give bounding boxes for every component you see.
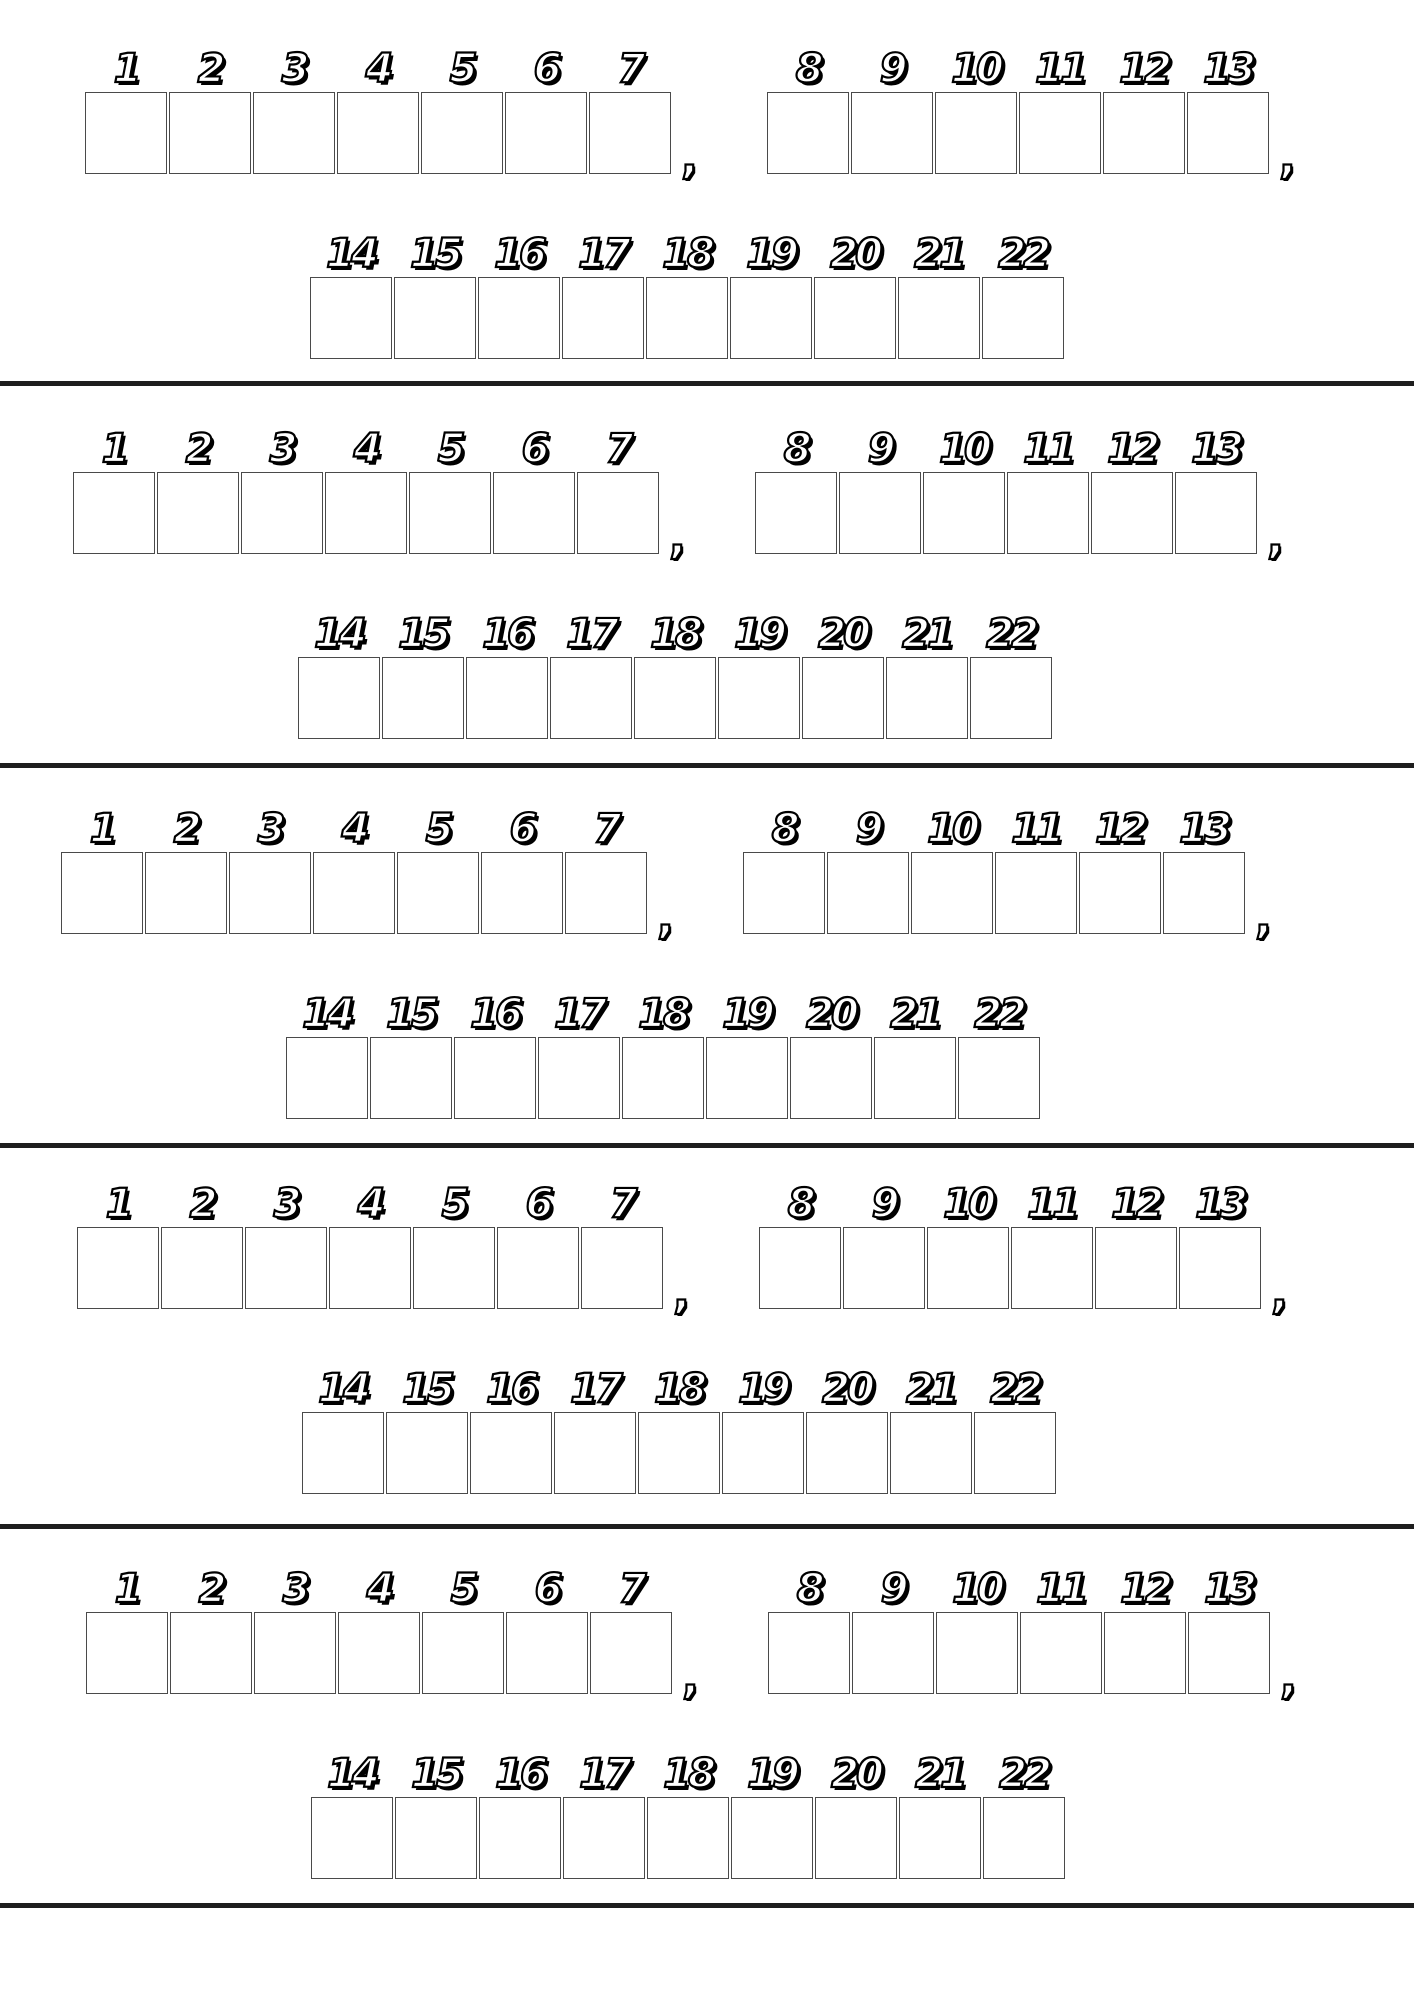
position-number: 8 (783, 426, 809, 472)
answer-box[interactable] (329, 1227, 411, 1309)
position-number: 9 (855, 806, 881, 852)
answer-box[interactable] (843, 1227, 925, 1309)
answer-boxes (73, 472, 661, 554)
answer-box[interactable] (622, 1037, 704, 1119)
digit-group-third (286, 985, 1042, 1125)
answer-box[interactable] (886, 657, 968, 739)
position-number: 12 (1120, 1566, 1170, 1612)
answer-box[interactable] (506, 1612, 588, 1694)
answer-box[interactable] (722, 1412, 804, 1494)
answer-box[interactable] (581, 1227, 663, 1309)
divider-line (0, 763, 1414, 768)
position-number: 6 (509, 806, 535, 852)
answer-strip (0, 420, 1414, 720)
position-number: 4 (365, 46, 391, 92)
answer-box[interactable] (634, 657, 716, 739)
answer-box[interactable] (397, 852, 479, 934)
position-number: 20 (818, 611, 868, 657)
position-number: 8 (787, 1181, 813, 1227)
position-number: 4 (353, 426, 379, 472)
answer-box[interactable] (470, 1412, 552, 1494)
answer-box[interactable] (161, 1227, 243, 1309)
answer-box[interactable] (86, 1612, 168, 1694)
position-number: 11 (1035, 46, 1085, 92)
position-labels (286, 985, 1042, 1045)
position-number: 19 (738, 1366, 788, 1412)
position-number: 18 (662, 231, 712, 277)
answer-box[interactable] (338, 1612, 420, 1694)
answer-box[interactable] (562, 277, 644, 359)
position-number: 20 (806, 991, 856, 1037)
answer-box[interactable] (337, 92, 419, 174)
answer-box[interactable] (768, 1612, 850, 1694)
answer-box[interactable] (1095, 1227, 1177, 1309)
position-number: 2 (198, 1566, 224, 1612)
position-number: 14 (314, 611, 364, 657)
position-labels (768, 1560, 1272, 1620)
position-number: 14 (327, 1751, 377, 1797)
position-labels (311, 1745, 1067, 1805)
position-number: 19 (734, 611, 784, 657)
position-number: 20 (831, 1751, 881, 1797)
answer-boxes (298, 657, 1054, 739)
answer-box[interactable] (77, 1227, 159, 1309)
answer-box[interactable] (170, 1612, 252, 1694)
digit-group-second (768, 1560, 1297, 1704)
answer-box[interactable] (286, 1037, 368, 1119)
answer-box[interactable] (313, 852, 395, 934)
position-number: 4 (366, 1566, 392, 1612)
position-number: 16 (494, 231, 544, 277)
position-number: 21 (915, 1751, 965, 1797)
separator-comma: , (681, 133, 698, 184)
answer-box[interactable] (590, 1612, 672, 1694)
position-number: 16 (495, 1751, 545, 1797)
answer-box[interactable] (1011, 1227, 1093, 1309)
position-labels (302, 1360, 1058, 1420)
answer-box[interactable] (1020, 1612, 1102, 1694)
digit-group-third (310, 225, 1066, 365)
position-number: 21 (902, 611, 952, 657)
answer-box[interactable] (706, 1037, 788, 1119)
digit-group-second (755, 420, 1284, 564)
digit-group-first (73, 420, 686, 564)
answer-box[interactable] (481, 852, 563, 934)
divider-line (0, 381, 1414, 386)
position-number: 3 (281, 46, 307, 92)
answer-box[interactable] (958, 1037, 1040, 1119)
answer-boxes (759, 1227, 1263, 1309)
position-number: 5 (437, 426, 463, 472)
divider-line (0, 1524, 1414, 1529)
position-number: 3 (257, 806, 283, 852)
position-number: 11 (1023, 426, 1073, 472)
answer-box[interactable] (1188, 1612, 1270, 1694)
position-number: 10 (927, 806, 977, 852)
position-number: 10 (951, 46, 1001, 92)
position-number: 5 (425, 806, 451, 852)
position-number: 18 (638, 991, 688, 1037)
position-number: 2 (185, 426, 211, 472)
answer-box[interactable] (302, 1412, 384, 1494)
answer-box[interactable] (899, 1797, 981, 1879)
answer-box[interactable] (538, 1037, 620, 1119)
answer-box[interactable] (927, 1227, 1009, 1309)
digit-group-first (86, 1560, 699, 1704)
position-number: 14 (318, 1366, 368, 1412)
position-number: 13 (1204, 1566, 1254, 1612)
answer-box[interactable] (802, 657, 884, 739)
answer-box[interactable] (245, 1227, 327, 1309)
position-number: 1 (105, 1181, 131, 1227)
divider-line (0, 1143, 1414, 1148)
position-number: 13 (1191, 426, 1241, 472)
position-labels (85, 40, 673, 100)
answer-box[interactable] (1175, 472, 1257, 554)
position-number: 7 (618, 1566, 644, 1612)
position-number: 18 (650, 611, 700, 657)
answer-box[interactable] (311, 1797, 393, 1879)
position-number: 12 (1095, 806, 1145, 852)
position-number: 3 (269, 426, 295, 472)
answer-box[interactable] (454, 1037, 536, 1119)
position-number: 2 (197, 46, 223, 92)
position-number: 8 (771, 806, 797, 852)
answer-box[interactable] (577, 472, 659, 554)
answer-box[interactable] (1187, 92, 1269, 174)
answer-box[interactable] (731, 1797, 813, 1879)
answer-box[interactable] (145, 852, 227, 934)
position-number: 17 (579, 1751, 629, 1797)
position-number: 12 (1111, 1181, 1161, 1227)
position-number: 21 (906, 1366, 956, 1412)
position-number: 5 (450, 1566, 476, 1612)
answer-boxes (77, 1227, 665, 1309)
position-number: 8 (796, 1566, 822, 1612)
answer-box[interactable] (790, 1037, 872, 1119)
answer-box[interactable] (254, 1612, 336, 1694)
position-number: 13 (1195, 1181, 1245, 1227)
position-number: 22 (990, 1366, 1040, 1412)
position-number: 9 (879, 46, 905, 92)
position-number: 5 (441, 1181, 467, 1227)
answer-box[interactable] (755, 472, 837, 554)
position-number: 7 (617, 46, 643, 92)
separator-comma: , (1279, 133, 1296, 184)
answer-boxes (755, 472, 1259, 554)
answer-boxes (61, 852, 649, 934)
answer-boxes (302, 1412, 1058, 1494)
position-number: 7 (609, 1181, 635, 1227)
position-labels (310, 225, 1066, 285)
answer-box[interactable] (718, 657, 800, 739)
answer-box[interactable] (638, 1412, 720, 1494)
position-number: 12 (1107, 426, 1157, 472)
position-labels (759, 1175, 1263, 1235)
answer-box[interactable] (815, 1797, 897, 1879)
answer-box[interactable] (647, 1797, 729, 1879)
position-number: 11 (1036, 1566, 1086, 1612)
digit-group-third (298, 605, 1054, 745)
digit-group-second (767, 40, 1296, 184)
separator-comma: , (1280, 1653, 1297, 1704)
position-number: 15 (386, 991, 436, 1037)
answer-box[interactable] (565, 852, 647, 934)
answer-box[interactable] (839, 472, 921, 554)
position-number: 6 (525, 1181, 551, 1227)
position-number: 1 (114, 1566, 140, 1612)
position-number: 16 (482, 611, 532, 657)
answer-boxes (768, 1612, 1272, 1694)
position-number: 22 (999, 1751, 1049, 1797)
position-number: 2 (173, 806, 199, 852)
position-number: 14 (302, 991, 352, 1037)
position-number: 6 (534, 1566, 560, 1612)
answer-box[interactable] (229, 852, 311, 934)
answer-box[interactable] (995, 852, 1077, 934)
answer-boxes (743, 852, 1247, 934)
position-number: 16 (486, 1366, 536, 1412)
separator-comma: , (1267, 513, 1284, 564)
answer-box[interactable] (422, 1612, 504, 1694)
separator-comma: , (1271, 1268, 1288, 1319)
answer-box[interactable] (563, 1797, 645, 1879)
separator-comma: , (657, 893, 674, 944)
position-number: 15 (398, 611, 448, 657)
answer-strip (0, 1560, 1414, 1860)
position-number: 19 (722, 991, 772, 1037)
separator-comma: , (673, 1268, 690, 1319)
answer-box[interactable] (1179, 1227, 1261, 1309)
answer-box[interactable] (890, 1412, 972, 1494)
digit-group-second (743, 800, 1272, 944)
answer-box[interactable] (827, 852, 909, 934)
answer-box[interactable] (974, 1412, 1056, 1494)
position-number: 7 (593, 806, 619, 852)
position-number: 9 (871, 1181, 897, 1227)
position-number: 21 (890, 991, 940, 1037)
position-number: 3 (282, 1566, 308, 1612)
digit-group-first (77, 1175, 690, 1319)
position-number: 15 (411, 1751, 461, 1797)
digit-group-second (759, 1175, 1288, 1319)
answer-box[interactable] (61, 852, 143, 934)
position-number: 4 (357, 1181, 383, 1227)
answer-box[interactable] (497, 1227, 579, 1309)
digit-group-third (302, 1360, 1058, 1500)
position-number: 20 (822, 1366, 872, 1412)
answer-boxes (286, 1037, 1042, 1119)
answer-box[interactable] (767, 92, 849, 174)
answer-box[interactable] (370, 1037, 452, 1119)
answer-box[interactable] (743, 852, 825, 934)
position-labels (767, 40, 1271, 100)
position-number: 20 (830, 231, 880, 277)
position-number: 22 (986, 611, 1036, 657)
answer-box[interactable] (814, 277, 896, 359)
position-number: 8 (795, 46, 821, 92)
answer-box[interactable] (851, 92, 933, 174)
answer-box[interactable] (874, 1037, 956, 1119)
position-number: 19 (747, 1751, 797, 1797)
position-number: 10 (943, 1181, 993, 1227)
position-number: 5 (449, 46, 475, 92)
answer-box[interactable] (421, 92, 503, 174)
answer-box[interactable] (493, 472, 575, 554)
separator-comma: , (1255, 893, 1272, 944)
position-number: 4 (341, 806, 367, 852)
position-number: 6 (521, 426, 547, 472)
digit-group-first (61, 800, 674, 944)
position-number: 18 (654, 1366, 704, 1412)
answer-box[interactable] (298, 657, 380, 739)
answer-box[interactable] (936, 1612, 1018, 1694)
position-number: 15 (410, 231, 460, 277)
position-number: 15 (402, 1366, 452, 1412)
position-number: 10 (952, 1566, 1002, 1612)
answer-strip (0, 1175, 1414, 1475)
position-number: 17 (570, 1366, 620, 1412)
position-number: 21 (914, 231, 964, 277)
position-number: 22 (998, 231, 1048, 277)
answer-strip (0, 800, 1414, 1100)
position-number: 10 (939, 426, 989, 472)
position-number: 18 (663, 1751, 713, 1797)
position-number: 6 (533, 46, 559, 92)
position-number: 9 (880, 1566, 906, 1612)
position-labels (61, 800, 649, 860)
answer-boxes (311, 1797, 1067, 1879)
position-labels (298, 605, 1054, 665)
answer-box[interactable] (759, 1227, 841, 1309)
position-number: 17 (554, 991, 604, 1037)
position-labels (86, 1560, 674, 1620)
answer-box[interactable] (169, 92, 251, 174)
answer-box[interactable] (1019, 92, 1101, 174)
position-labels (755, 420, 1259, 480)
answer-boxes (767, 92, 1271, 174)
position-number: 1 (101, 426, 127, 472)
answer-box[interactable] (646, 277, 728, 359)
digit-group-first (85, 40, 698, 184)
answer-box[interactable] (852, 1612, 934, 1694)
answer-box[interactable] (982, 277, 1064, 359)
answer-box[interactable] (935, 92, 1017, 174)
answer-box[interactable] (253, 92, 335, 174)
position-labels (743, 800, 1247, 860)
position-number: 3 (273, 1181, 299, 1227)
position-labels (73, 420, 661, 480)
answer-box[interactable] (505, 92, 587, 174)
answer-box[interactable] (409, 472, 491, 554)
answer-box[interactable] (395, 1797, 477, 1879)
answer-box[interactable] (554, 1412, 636, 1494)
answer-box[interactable] (589, 92, 671, 174)
answer-box[interactable] (1091, 472, 1173, 554)
answer-box[interactable] (1163, 852, 1245, 934)
answer-box[interactable] (466, 657, 548, 739)
answer-box[interactable] (1007, 472, 1089, 554)
answer-box[interactable] (241, 472, 323, 554)
position-number: 17 (578, 231, 628, 277)
answer-box[interactable] (730, 277, 812, 359)
answer-box[interactable] (923, 472, 1005, 554)
position-number: 14 (326, 231, 376, 277)
answer-box[interactable] (325, 472, 407, 554)
position-number: 1 (89, 806, 115, 852)
position-number: 2 (189, 1181, 215, 1227)
position-labels (77, 1175, 665, 1235)
answer-box[interactable] (157, 472, 239, 554)
answer-box[interactable] (1104, 1612, 1186, 1694)
answer-box[interactable] (970, 657, 1052, 739)
position-number: 17 (566, 611, 616, 657)
answer-box[interactable] (478, 277, 560, 359)
answer-box[interactable] (310, 277, 392, 359)
divider-line (0, 1903, 1414, 1908)
position-number: 13 (1179, 806, 1229, 852)
answer-box[interactable] (479, 1797, 561, 1879)
answer-box[interactable] (382, 657, 464, 739)
answer-boxes (85, 92, 673, 174)
answer-box[interactable] (1079, 852, 1161, 934)
position-number: 22 (974, 991, 1024, 1037)
position-number: 11 (1027, 1181, 1077, 1227)
answer-box[interactable] (911, 852, 993, 934)
position-number: 16 (470, 991, 520, 1037)
answer-box[interactable] (550, 657, 632, 739)
answer-boxes (310, 277, 1066, 359)
answer-boxes (86, 1612, 674, 1694)
position-number: 13 (1203, 46, 1253, 92)
answer-box[interactable] (73, 472, 155, 554)
answer-box[interactable] (806, 1412, 888, 1494)
answer-box[interactable] (386, 1412, 468, 1494)
separator-comma: , (682, 1653, 699, 1704)
position-number: 9 (867, 426, 893, 472)
answer-box[interactable] (85, 92, 167, 174)
separator-comma: , (669, 513, 686, 564)
answer-box[interactable] (394, 277, 476, 359)
digit-group-third (311, 1745, 1067, 1885)
answer-box[interactable] (983, 1797, 1065, 1879)
answer-strip (0, 40, 1414, 340)
position-number: 1 (113, 46, 139, 92)
position-number: 12 (1119, 46, 1169, 92)
answer-box[interactable] (898, 277, 980, 359)
position-number: 19 (746, 231, 796, 277)
answer-box[interactable] (413, 1227, 495, 1309)
position-number: 7 (605, 426, 631, 472)
answer-box[interactable] (1103, 92, 1185, 174)
position-number: 11 (1011, 806, 1061, 852)
